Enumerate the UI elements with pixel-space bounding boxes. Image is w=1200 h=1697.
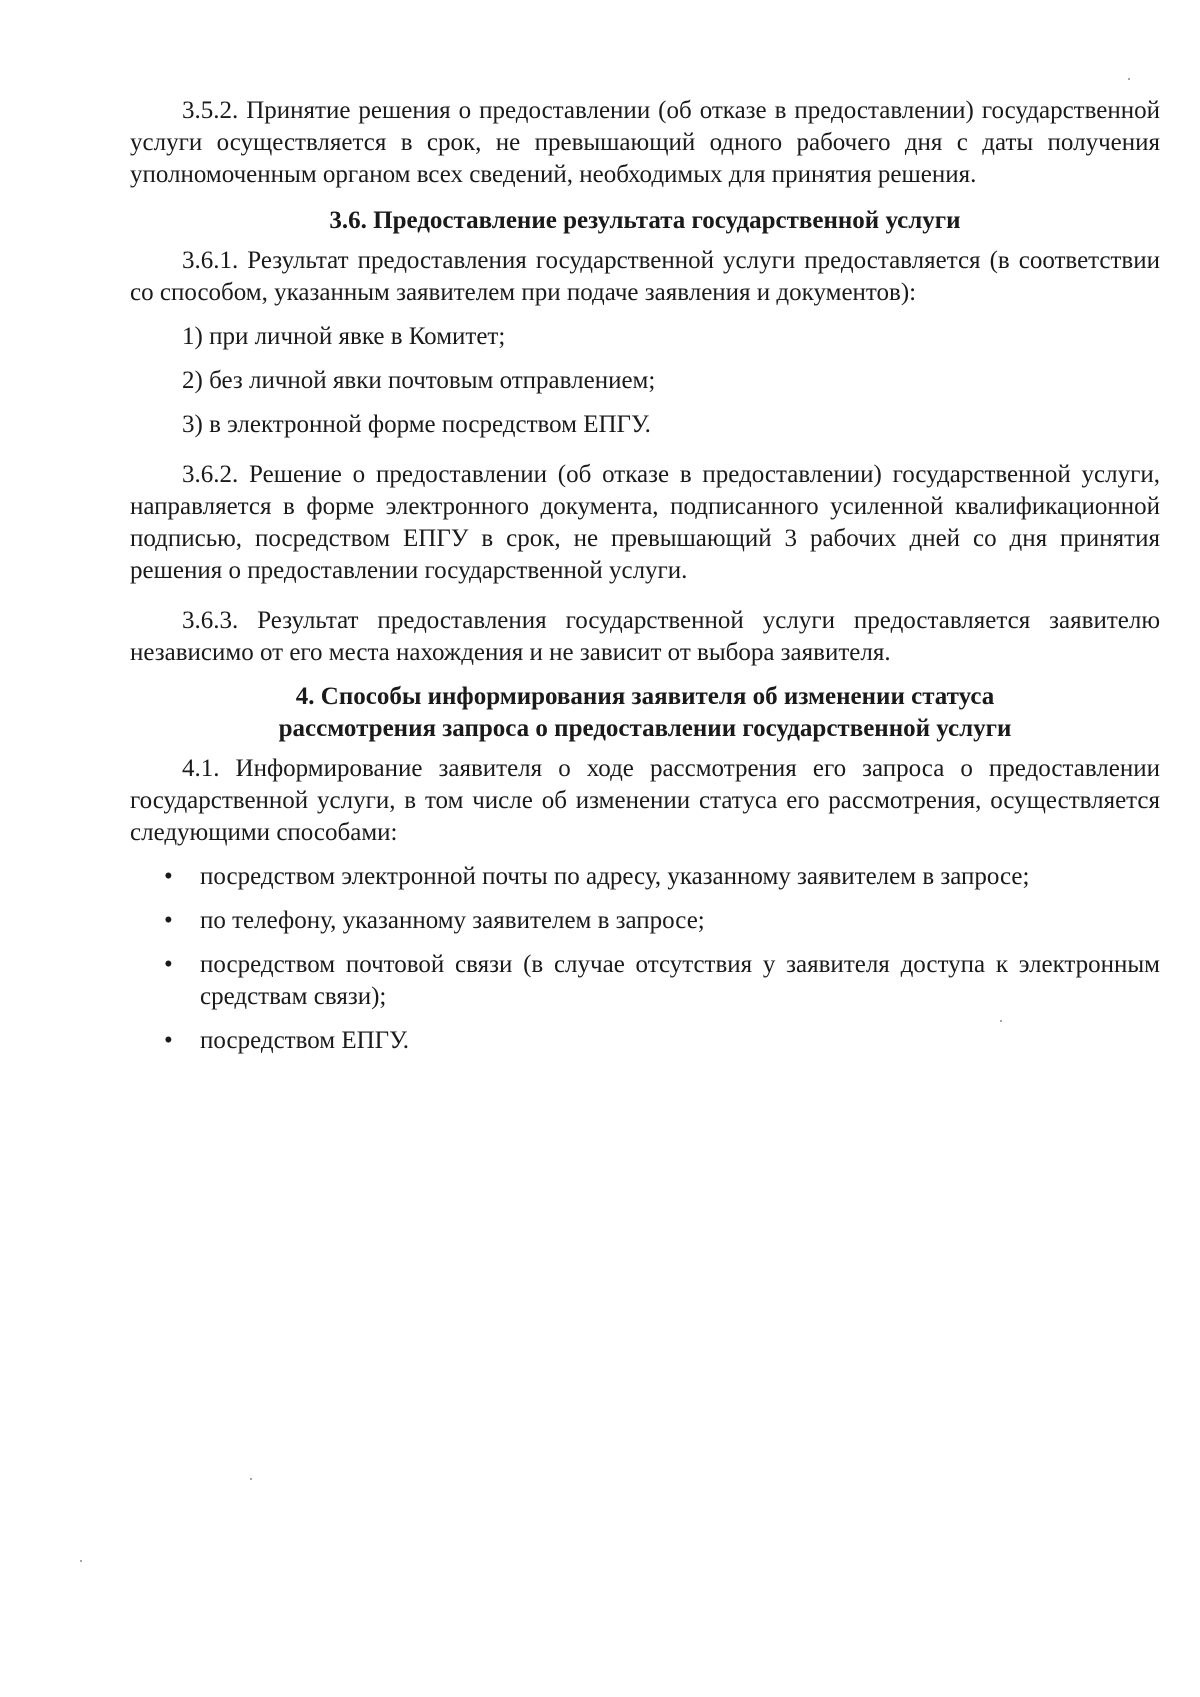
bullet-text: по телефону, указанному заявителем в запросе; [200,907,705,934]
bullet-icon: • [164,907,173,934]
bullet-item [130,861,1160,893]
paragraph-4-1: 4.1. Информирование заявителя о ходе рассмотрения его запроса о предоставлении государственной услуги, в том числе об изменении статуса его рассмотрения, осуществляется следующими способами: [130,755,1160,846]
paragraph-3-5-2: 3.5.2. Принятие решения о предоставлении (об отказе в предоставлении) государственной услуги осуществляется в срок, не превышающий одного рабочего дня с даты получения уполномоченным органом всех сведений, необходимых для принятия решения. [130,97,1160,188]
bullet-text: посредством ЕПГУ. [200,1027,409,1054]
bullet-icon: • [164,1027,173,1054]
heading-4-line-1: 4. Способы информирования заявителя об изменении статуса [295,683,995,710]
list-item-3: 3) в электронной форме посредством ЕПГУ. [182,411,651,438]
bullet-list [130,861,1160,1057]
document-page [130,95,1160,1069]
scan-speck [1128,78,1130,80]
scan-speck [250,1478,252,1480]
list-item-1: 1) при личной явке в Комитет; [182,323,506,350]
bullet-item [130,1025,1160,1057]
bullet-text: посредством почтовой связи (в случае отсутствия у заявителя доступа к электронным средствам связи); [200,951,1160,1010]
bullet-item [130,905,1160,937]
scan-speck [1000,1020,1002,1022]
bullet-icon: • [164,863,173,890]
bullet-item [130,949,1160,1013]
bullet-icon: • [164,951,173,978]
scan-speck [80,1560,82,1562]
list-item-2: 2) без личной явки почтовым отправлением; [182,367,656,394]
bullet-text: посредством электронной почты по адресу, указанному заявителем в запросе; [200,863,1030,890]
paragraph-3-6-1: 3.6.1. Результат предоставления государственной услуги предоставляется (в соответствии со способом, указанным заявителем при подаче заявления и документов): [130,247,1160,306]
heading-4-line-2: рассмотрения запроса о предоставлении государственной услуги [278,715,1012,742]
paragraph-3-6-3: 3.6.3. Результат предоставления государственной услуги предоставляется заявителю независимо от его места нахождения и не зависит от выбора заявителя. [130,607,1160,666]
heading-3-6: 3.6. Предоставление результата государственной услуги [329,207,961,234]
paragraph-3-6-2: 3.6.2. Решение о предоставлении (об отказе в предоставлении) государственной услуги, направляется в форме электронного документа, подписанного усиленной квалификационной подписью, посредством ЕПГУ в срок, не превышающий 3 рабочих дней со дня принятия решения о предоставлении государственной услуги. [130,461,1160,584]
heading-4 [130,681,1160,745]
